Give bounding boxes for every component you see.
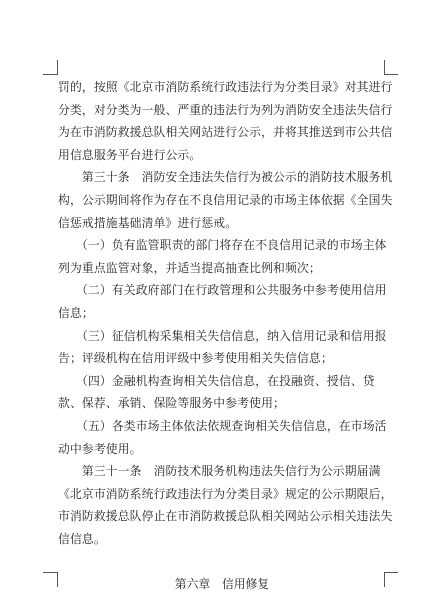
list-item-3-line: （三）征信机构采集相关失信信息，纳入信用记录和信用报 xyxy=(58,328,387,343)
text-line: 动中参考使用。 xyxy=(58,441,142,456)
list-item-1-line: （一）负有监管职责的部门将存在不良信用记录的市场主体 xyxy=(58,238,387,253)
text-line: 分类，对分类为一般、严重的违法行为列为消防安全违法失信行 xyxy=(58,102,393,117)
list-item-5-line: （五）各类市场主体依法依规查询相关失信信息，在市场活 xyxy=(58,418,387,433)
list-item-4-line: （四）金融机构查询相关失信信息，在投融资、授信、贷 xyxy=(58,373,375,388)
text-line: 构，公示期间将作为存在不良信用记录的市场主体依据《全国失 xyxy=(58,192,393,207)
list-item-2-line: （二）有关政府部门在行政管理和公共服务中参考使用信用 xyxy=(58,283,387,298)
document-body xyxy=(58,76,393,596)
text-line: 市消防救援总队停止在市消防救援总队相关网站公示相关违法失 xyxy=(58,509,393,524)
text-line: 《北京市消防系统行政违法行为分类目录》规定的公示期限后， xyxy=(58,486,393,501)
text-line: 告；评级机构在信用评级中参考使用相关失信信息； xyxy=(58,351,333,366)
text-line: 列为重点监管对象，并适当提高抽查比例和频次； xyxy=(58,260,321,275)
chapter-heading: 第六章 信用修复 xyxy=(174,577,270,592)
article-30-line: 第三十条 消防安全违法失信行为被公示的消防技术服务机 xyxy=(58,170,393,185)
text-line: 罚的，按照《北京市消防系统行政违法行为分类目录》对其进行 xyxy=(58,80,393,94)
text-line: 信信息。 xyxy=(58,531,106,546)
text-line: 款、保荐、承销、保险等服务中参考使用； xyxy=(58,396,285,411)
text-line: 信惩戒措施基础清单》进行惩戒。 xyxy=(58,215,238,230)
text-line: 信息； xyxy=(58,305,94,320)
article-31-line: 第三十一条 消防技术服务机构违法失信行为公示期届满 xyxy=(58,464,381,479)
text-line: 为在市消防救援总队相关网站进行公示，并将其推送到市公共信 xyxy=(58,125,393,140)
text-line: 用信息服务平台进行公示。 xyxy=(58,147,202,162)
